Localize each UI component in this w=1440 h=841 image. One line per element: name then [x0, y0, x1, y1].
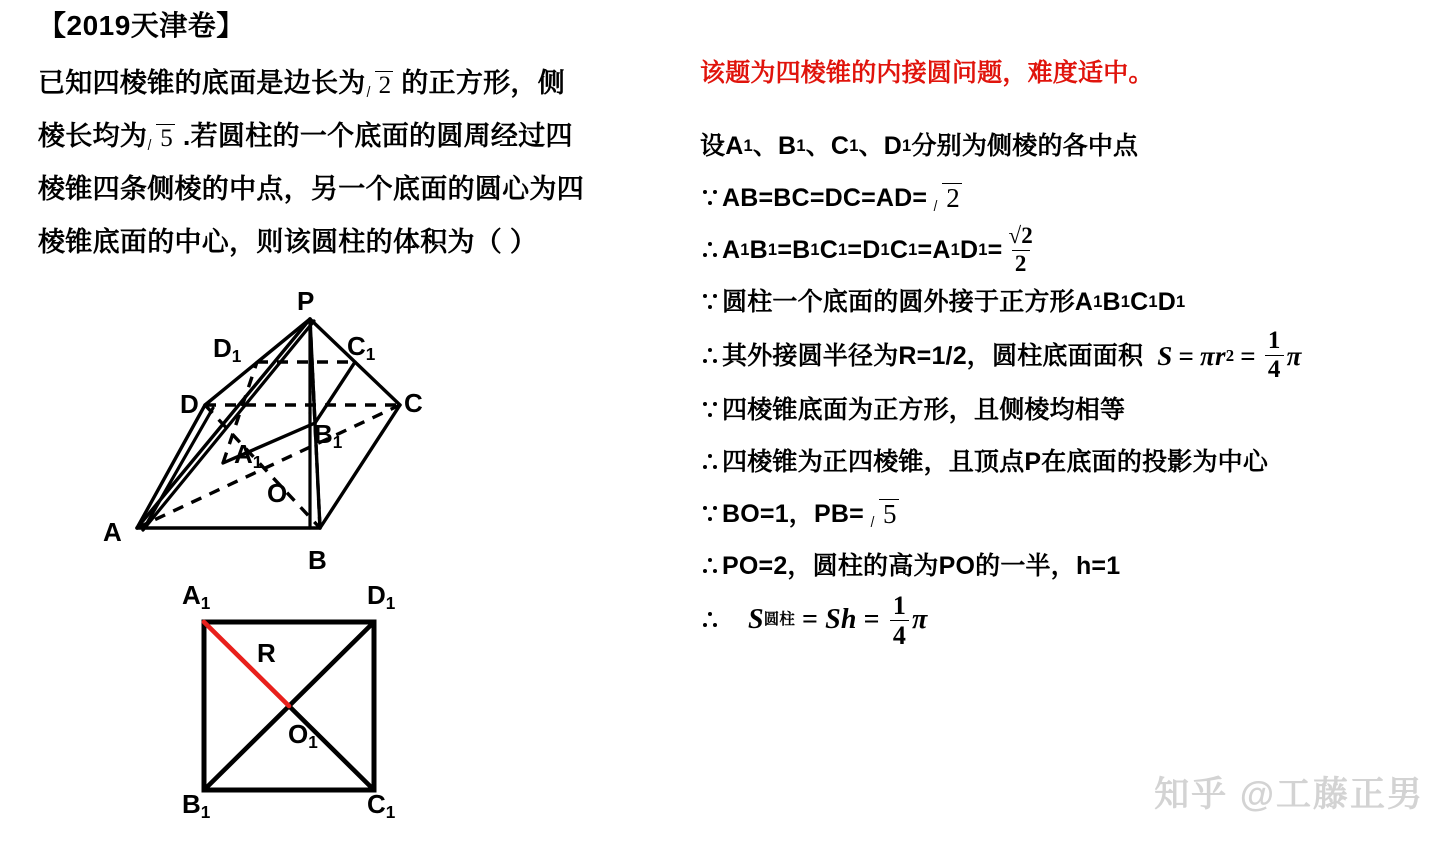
- frac-one-quarter: [890, 592, 909, 650]
- pyramid-label-C: C: [404, 388, 423, 418]
- sol1-b: 、B: [752, 132, 797, 160]
- formula-pi: π: [1200, 340, 1215, 371]
- question-text-2b: .若圆柱的一个底面的圆周经过四: [175, 121, 573, 151]
- sol1-sub2: 1: [796, 137, 806, 155]
- sol1-c: 、C: [805, 132, 850, 160]
- frac-sqrt2-over-2: [1005, 224, 1036, 275]
- sol3-g: =A: [917, 236, 951, 264]
- pyramid-label-O: O: [267, 478, 288, 508]
- pyramid-label-B: B: [308, 545, 327, 575]
- therefore-icon: [700, 344, 722, 368]
- sol5-a: 其外接圆半径为R=1/2，圆柱底面面积: [722, 341, 1144, 370]
- pyramid-label-D: D: [180, 389, 199, 419]
- solution-line-9: [700, 540, 1440, 592]
- formula-pi: π: [912, 604, 928, 636]
- because-icon: [700, 502, 722, 526]
- sol1-a: 设A: [700, 132, 744, 160]
- formula-S-cyl: S: [748, 604, 764, 636]
- edge-B1C1: [315, 362, 355, 423]
- sol3-f: C: [889, 236, 909, 264]
- question-text-1a: 已知四棱锥的底面是边长为: [38, 68, 366, 98]
- solution-line-7: [700, 436, 1440, 488]
- therefore-icon: [700, 450, 722, 474]
- sol9-a: PO=2，圆柱的高为PO的一半，h=1: [722, 551, 1121, 580]
- pyramid-figure: [95, 288, 440, 583]
- formula-S: S: [1157, 340, 1173, 371]
- sqrt-2-radicand: 2: [378, 72, 392, 99]
- sol4-a: 圆柱一个底面的圆外接于正方形A: [722, 288, 1094, 316]
- formula-exponent: 2: [1225, 345, 1235, 365]
- sol7-a: 四棱锥为正四棱锥，且顶点P在底面的投影为中心: [722, 447, 1269, 476]
- sol8-a: BO=1，PB=: [722, 499, 864, 528]
- sqrt-5-radicand: 5: [160, 125, 174, 152]
- red-note: 该题为四棱锥的内接圆问题，难度适中。: [700, 59, 1154, 87]
- sol1-d: 、D: [858, 132, 903, 160]
- therefore-icon: [700, 608, 722, 632]
- sol3-d: C: [819, 236, 839, 264]
- question-block: [38, 57, 678, 269]
- formula-eq1: =: [1178, 340, 1195, 371]
- solution-line-8: [700, 488, 1440, 540]
- pyramid-label-A: A: [103, 517, 122, 547]
- solution-line-2: [700, 172, 1440, 224]
- sqrt-5-inline: [147, 125, 175, 151]
- solution-line-4: 圆柱一个底面的圆外接于正方形A 1 B 1 C 1 D 1: [700, 276, 1440, 328]
- formula-S-subscript: 圆柱: [763, 611, 795, 629]
- question-text-2a: 棱长均为: [38, 121, 148, 151]
- frac-numerator: √2: [1008, 223, 1033, 249]
- formula-cylinder-volume: [748, 592, 928, 650]
- sqrt-2-sol-radicand: 2: [946, 183, 960, 213]
- sol1-sub1: 1: [743, 137, 753, 155]
- sqrt-5-sol-radicand: 5: [882, 498, 897, 529]
- therefore-icon: [700, 554, 722, 578]
- sol4-b: B: [1102, 288, 1121, 316]
- formula-eq1: =: [801, 604, 819, 636]
- sol6-a: 四棱锥底面为正方形，且侧棱均相等: [722, 395, 1126, 424]
- sol3-h: D: [959, 236, 979, 264]
- exam-tag: 【2019天津卷】: [38, 10, 245, 41]
- question-text-1b: 的正方形，侧: [393, 68, 566, 98]
- sol1-sub4: 1: [902, 137, 912, 155]
- because-icon: [700, 186, 722, 210]
- formula-eq2: =: [863, 604, 880, 636]
- square-label-A1: A1: [182, 580, 211, 614]
- sol2-a: AB=BC=DC=AD=: [722, 184, 928, 212]
- solution-column: [700, 56, 1440, 649]
- formula-r: r: [1214, 340, 1226, 371]
- solution-line-6: [700, 384, 1440, 436]
- sol3-b: B: [749, 236, 768, 264]
- sol3-eq: =: [987, 236, 1003, 264]
- question-line-3: 棱锥四条侧棱的中点，另一个底面的圆心为四: [38, 174, 584, 204]
- frac-denominator: 4: [1265, 355, 1284, 383]
- sqrt-5-sol: [870, 500, 899, 528]
- sol3-c: =B: [777, 236, 811, 264]
- sol1-sub3: 1: [849, 137, 859, 155]
- question-line-4: 棱锥底面的中心，则该圆柱的体积为（ ）: [38, 227, 538, 257]
- square-figure: [160, 578, 410, 833]
- sol3-a: A: [722, 236, 741, 264]
- sol1-e: 分别为侧棱的各中点: [911, 132, 1139, 160]
- pyramid-svg: [95, 288, 440, 578]
- solution-line-3: A 1 B 1 =B 1 C 1 =D 1 C 1 =A 1 D 1 = $\frac{√2}{2}$: [700, 224, 1440, 276]
- sqrt-2-inline: [366, 72, 394, 98]
- formula-base-area: [1157, 328, 1301, 384]
- pyramid-label-A1: A1: [234, 439, 263, 473]
- watermark: 知乎 @工藤正男: [1154, 775, 1424, 814]
- frac-numerator: 1: [1267, 327, 1281, 354]
- solution-block: [700, 120, 1440, 649]
- frac-one-quarter: [1265, 328, 1284, 384]
- square-label-C1: C1: [367, 789, 396, 823]
- solution-line-1: [700, 120, 1440, 172]
- pyramid-label-B1: B1: [314, 419, 343, 453]
- question-line-2: [38, 110, 678, 163]
- edge-AD-twin: [143, 408, 213, 530]
- frac-numerator: 1: [892, 590, 907, 620]
- solution-line-5: [700, 328, 1440, 384]
- question-line-1: [38, 57, 678, 110]
- because-icon: [700, 398, 722, 422]
- formula-Sh: Sh: [825, 604, 857, 636]
- therefore-icon: [700, 238, 722, 262]
- pyramid-label-P: P: [297, 286, 315, 316]
- diagonal-DB: [205, 405, 320, 528]
- formula-eq2: =: [1240, 340, 1256, 371]
- sqrt-2-sol: [933, 184, 962, 212]
- square-radius-label: R: [257, 638, 276, 668]
- sol3-e: =D: [847, 236, 881, 264]
- pyramid-label-C1: C1: [347, 331, 376, 365]
- radius-segment-red: [204, 622, 289, 706]
- solution-line-10: [700, 592, 1440, 650]
- frac-denominator: 4: [890, 620, 909, 649]
- square-label-D1: D1: [367, 580, 396, 614]
- because-icon: [700, 290, 722, 314]
- sol4-c: C: [1130, 288, 1149, 316]
- formula-pi-2: π: [1286, 340, 1302, 371]
- pyramid-label-D1: D1: [213, 333, 242, 367]
- square-label-O1: O1: [288, 719, 318, 753]
- question-column: [38, 8, 678, 269]
- sol4-d: D: [1157, 288, 1177, 316]
- square-label-B1: B1: [182, 789, 211, 823]
- frac-denominator: 2: [1012, 250, 1030, 276]
